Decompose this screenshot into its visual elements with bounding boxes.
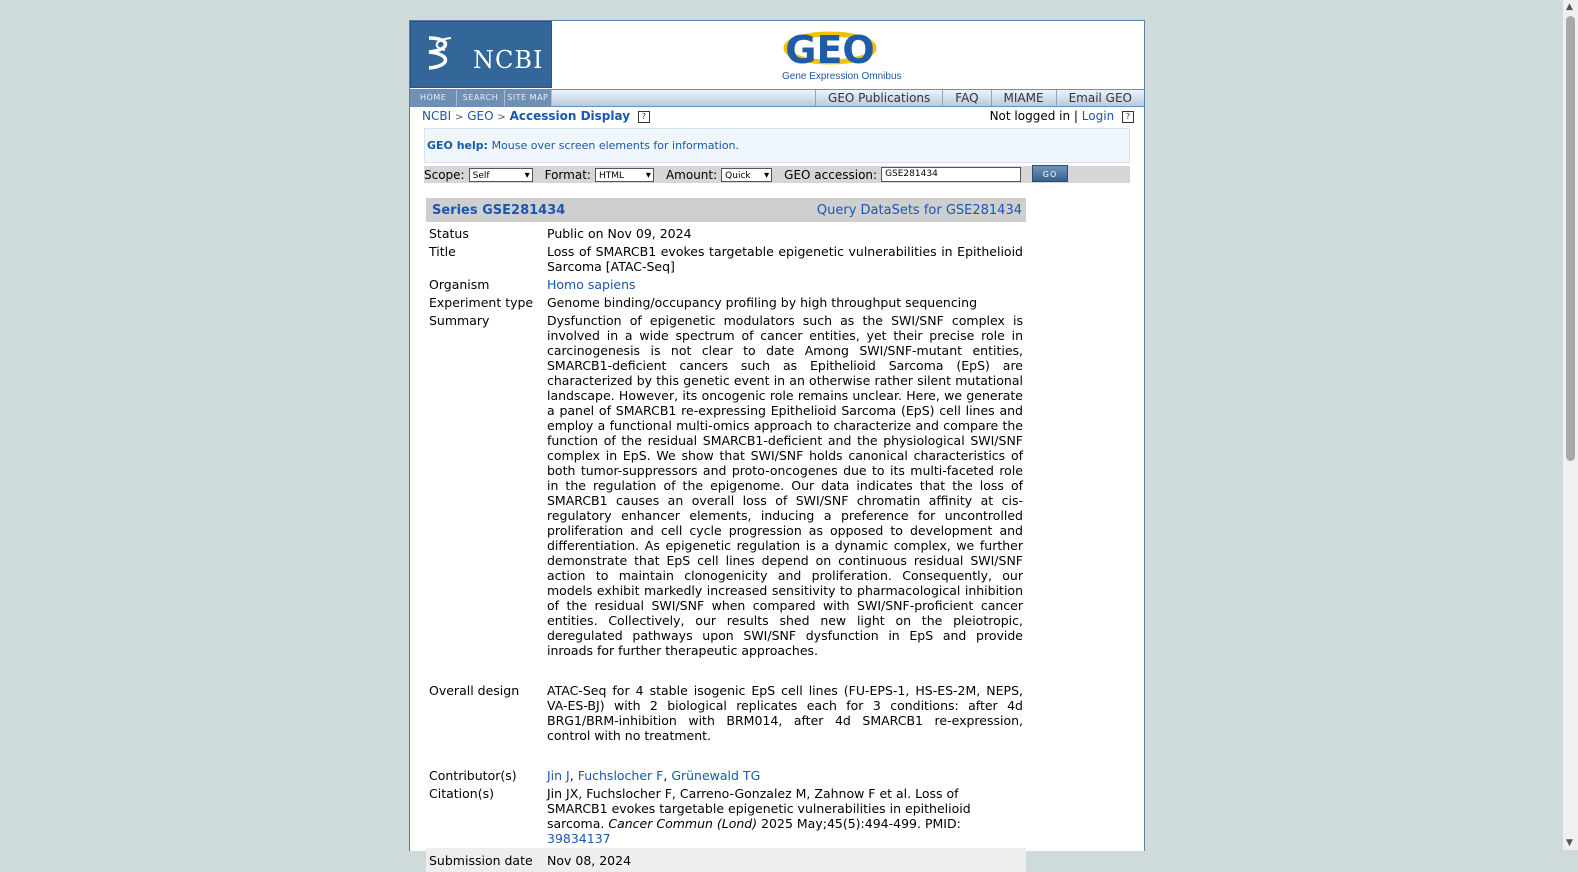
submission-label: Submission date — [429, 853, 533, 868]
scroll-down-icon[interactable]: ▼ — [1566, 838, 1573, 848]
overall-design-label: Overall design — [429, 683, 520, 698]
nav-bar — [410, 89, 1144, 107]
organism-label: Organism — [429, 277, 490, 292]
accession-label: GEO accession: — [784, 167, 878, 182]
submission-row — [426, 848, 1026, 872]
amount-label: Amount: — [665, 167, 718, 182]
nav-email-geo[interactable]: Email GEO — [1056, 90, 1144, 106]
amount-select[interactable]: Quick ▾ — [721, 168, 772, 182]
title-label: Title — [429, 244, 456, 259]
geo-logo-mark — [780, 26, 880, 72]
title-value: Loss of SMARCB1 evokes targetable epigenetic vulnerabilities in Epithelioid Sarcoma [ATAC-Seq] — [547, 244, 1023, 274]
go-button[interactable]: GO — [1032, 165, 1068, 182]
nav-site-map[interactable]: SITE MAP — [505, 90, 552, 106]
geo-page — [409, 20, 1145, 868]
citation-ref: 2025 May;45(5):494-499. PMID: — [761, 816, 961, 831]
citation-label: Citation(s) — [429, 786, 494, 801]
organism-row — [426, 276, 1026, 294]
geo-logo[interactable] — [780, 26, 910, 86]
nav-faq[interactable]: FAQ — [942, 90, 990, 106]
dna-helix-icon — [423, 34, 457, 72]
overall-design-value: ATAC-Seq for 4 stable isogenic EpS cell lines (FU-EPS-1, HS-ES-2M, NEPS, VA-ES-BJ) with 2 biological replicates each for 3 conditions: after 4d BRG1/BRM-inhibition with BRM014, after 4d SMARCB1 re-expression, control with no treatment. — [547, 683, 1023, 743]
pmid-link[interactable]: 39834137 — [547, 831, 611, 846]
series-header — [426, 198, 1026, 222]
geo-subtitle: Gene Expression Omnibus — [782, 71, 902, 82]
format-label: Format: — [544, 167, 591, 182]
nav-miame[interactable]: MIAME — [991, 90, 1056, 106]
login-status: Not logged in — [989, 109, 1071, 123]
series-record — [426, 198, 1026, 872]
format-select[interactable]: HTML ▾ — [595, 168, 654, 182]
accession-input[interactable]: GSE281434 — [881, 167, 1021, 182]
page-title: Accession Display — [509, 109, 631, 123]
summary-row — [426, 312, 1026, 660]
nav-geo-publications[interactable]: GEO Publications — [815, 90, 942, 106]
login-area — [990, 109, 1134, 123]
query-bar — [424, 166, 1130, 183]
submission-value: Nov 08, 2024 — [547, 853, 632, 868]
scrollbar-thumb[interactable] — [1566, 16, 1575, 461]
organism-link[interactable]: Homo sapiens — [547, 277, 636, 292]
citation-journal: Cancer Commun (Lond) — [608, 816, 758, 831]
scope-select[interactable]: Self ▾ — [469, 168, 533, 182]
contributor-link[interactable]: Fuchslocher F — [577, 768, 664, 783]
breadcrumb-separator: > — [454, 112, 464, 123]
contributors-label: Contributor(s) — [429, 768, 517, 783]
nav-search[interactable]: SEARCH — [457, 90, 504, 106]
banner — [410, 21, 1144, 89]
experiment-type-row — [426, 294, 1026, 312]
status-row — [426, 225, 1026, 243]
help-icon[interactable]: ? — [638, 111, 650, 123]
contributor-link[interactable]: Grünewald TG — [671, 768, 761, 783]
geo-nav — [815, 90, 1144, 106]
status-label: Status — [429, 226, 469, 241]
help-label: GEO help: — [427, 139, 489, 152]
login-divider: | — [1073, 109, 1078, 123]
experiment-type-label: Experiment type — [429, 295, 534, 310]
ncbi-nav — [410, 90, 552, 106]
citation-text: Jin JX, Fuchslocher F, Carreno-Gonzalez M, Zahnow F et al. Loss of SMARCB1 evokes targetable epigenetic vulnerabilities in epithelioid sarcoma. — [547, 786, 971, 831]
citation-row — [426, 785, 1026, 848]
breadcrumb-geo[interactable]: GEO — [467, 109, 494, 123]
contributors-row: Contributor(s) Jin J, Fuchslocher F, Grünewald TG — [429, 768, 761, 783]
status-value: Public on Nov 09, 2024 — [547, 226, 692, 241]
query-datasets-link[interactable]: Query DataSets for GSE281434 — [816, 202, 1022, 218]
scroll-up-icon[interactable]: ▲ — [1566, 2, 1573, 12]
summary-label: Summary — [429, 313, 490, 328]
contributor-link[interactable]: Jin J — [547, 768, 570, 783]
title-row — [426, 243, 1026, 276]
login-help-icon[interactable]: ? — [1122, 111, 1134, 123]
overall-design-row — [426, 682, 1026, 745]
experiment-type-value: Genome binding/occupancy profiling by high throughput sequencing — [547, 295, 978, 310]
geo-logo-text: GEO — [785, 28, 875, 72]
help-text: Mouse over screen elements for information. — [491, 139, 740, 152]
ncbi-logo-text: NCBI — [473, 46, 544, 74]
breadcrumb-ncbi[interactable]: NCBI — [422, 109, 452, 123]
scrollbar[interactable] — [1563, 0, 1578, 850]
series-title: Series GSE281434 — [432, 202, 566, 218]
ncbi-logo[interactable] — [410, 21, 552, 88]
nav-home[interactable]: HOME — [410, 90, 457, 106]
geo-help-box — [424, 128, 1130, 163]
login-link[interactable]: Login — [1081, 109, 1115, 123]
breadcrumb — [422, 109, 650, 123]
scope-label: Scope: — [424, 167, 465, 182]
breadcrumb-separator: > — [497, 112, 506, 123]
summary-value: Dysfunction of epigenetic modulators such as the SWI/SNF complex is involved in a wide spectrum of cancer entities, yet their precise role in carcinogenesis is not clear to date Among SWI/SNF-mutant entities, SMARCB1-deficient cancers such as Epithelioid Sarcoma (EpS) are characterized by this genetic event in an otherwise rather silent mutational landscape. However, its oncogenic role remains unclear. Here, we generate a panel of SMARCB1 re-expressing Epithelioid Sarcoma (EpS) cell lines and employ a functional multi-omics approach to characterize and compare the function of the residual SMARCB1-deficient and the physiological SWI/SNF complex in EpS. We show that SWI/SNF holds canonical characteristics of both tumor-suppressors and proto-oncogenes due to its multi-faceted role in the regulation of the epigenome. Our data indicates that the loss of SMARCB1 causes an overall loss of SWI/SNF chromatin affinity at cis-regulatory enhancer elements, inducing a preference for uncontrolled proliferation and cell cycle progression as opposed to development and differentiation. As epigenetic regulation is a dynamic complex, we further demonstrate that EpS cell lines depend on continuous residual SWI/SNF action to maintain clonogenicity and proliferation. Consequently, our models exhibit markedly increased sensitivity to pharmacological inhibition of the residual SWI/SNF when compared with SWI/SNF-proficient cancer entities. Collectively, our results shed new light on the pleiotropic, deregulated pathways upon SWI/SNF dysfunction in EpS and provide inroads for further therapeutic approaches. — [547, 313, 1023, 658]
